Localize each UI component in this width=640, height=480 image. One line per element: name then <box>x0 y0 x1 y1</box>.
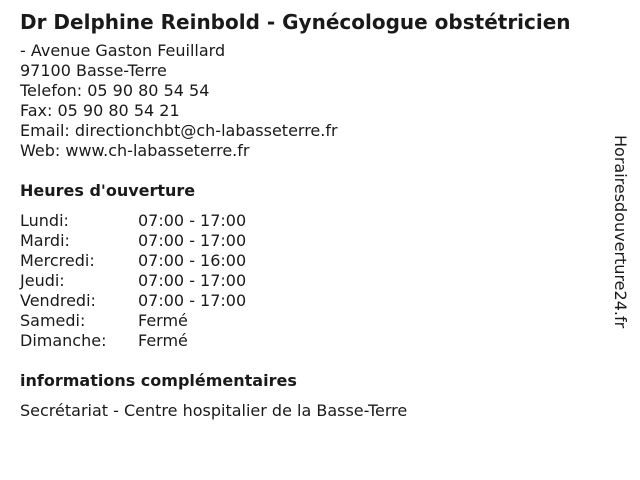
contact-block <box>20 41 600 161</box>
additional-info-text: Secrétariat - Centre hospitalier de la Basse-Terre <box>20 401 408 420</box>
hours-row-friday <box>20 291 600 311</box>
hours-time: 07:00 - 16:00 <box>138 251 247 270</box>
address-street: - Avenue Gaston Feuillard <box>20 41 226 60</box>
hours-time: 07:00 - 17:00 <box>138 271 247 290</box>
hours-day: Lundi: <box>20 211 69 230</box>
hours-day: Samedi: <box>20 311 86 330</box>
hours-time: 07:00 - 17:00 <box>138 211 247 230</box>
hours-time: 07:00 - 17:00 <box>138 291 247 310</box>
email-address: Email: directionchbt@ch-labasseterre.fr <box>20 121 338 140</box>
opening-hours-table <box>20 211 600 351</box>
page-content <box>20 10 600 421</box>
hours-day: Mardi: <box>20 231 70 250</box>
hours-row-wednesday <box>20 251 600 271</box>
hours-day: Dimanche: <box>20 331 107 350</box>
hours-row-saturday <box>20 311 600 331</box>
hours-row-sunday <box>20 331 600 351</box>
address-city: 97100 Basse-Terre <box>20 61 167 80</box>
hours-day: Vendredi: <box>20 291 96 310</box>
hours-time: Fermé <box>138 311 188 330</box>
phone-number: Telefon: 05 90 80 54 54 <box>20 81 210 100</box>
additional-info-heading: informations complémentaires <box>20 371 297 390</box>
hours-day: Mercredi: <box>20 251 95 270</box>
hours-row-monday <box>20 211 600 231</box>
hours-row-thursday <box>20 271 600 291</box>
site-watermark: Horairesdouverture24.fr <box>611 135 630 329</box>
page-title: Dr Delphine Reinbold - Gynécologue obstétricien <box>20 10 571 34</box>
hours-time: Fermé <box>138 331 188 350</box>
opening-hours-heading: Heures d'ouverture <box>20 181 196 200</box>
hours-time: 07:00 - 17:00 <box>138 231 247 250</box>
website-link[interactable]: Web: www.ch-labasseterre.fr <box>20 141 250 160</box>
hours-row-tuesday <box>20 231 600 251</box>
hours-day: Jeudi: <box>20 271 65 290</box>
fax-number: Fax: 05 90 80 54 21 <box>20 101 180 120</box>
